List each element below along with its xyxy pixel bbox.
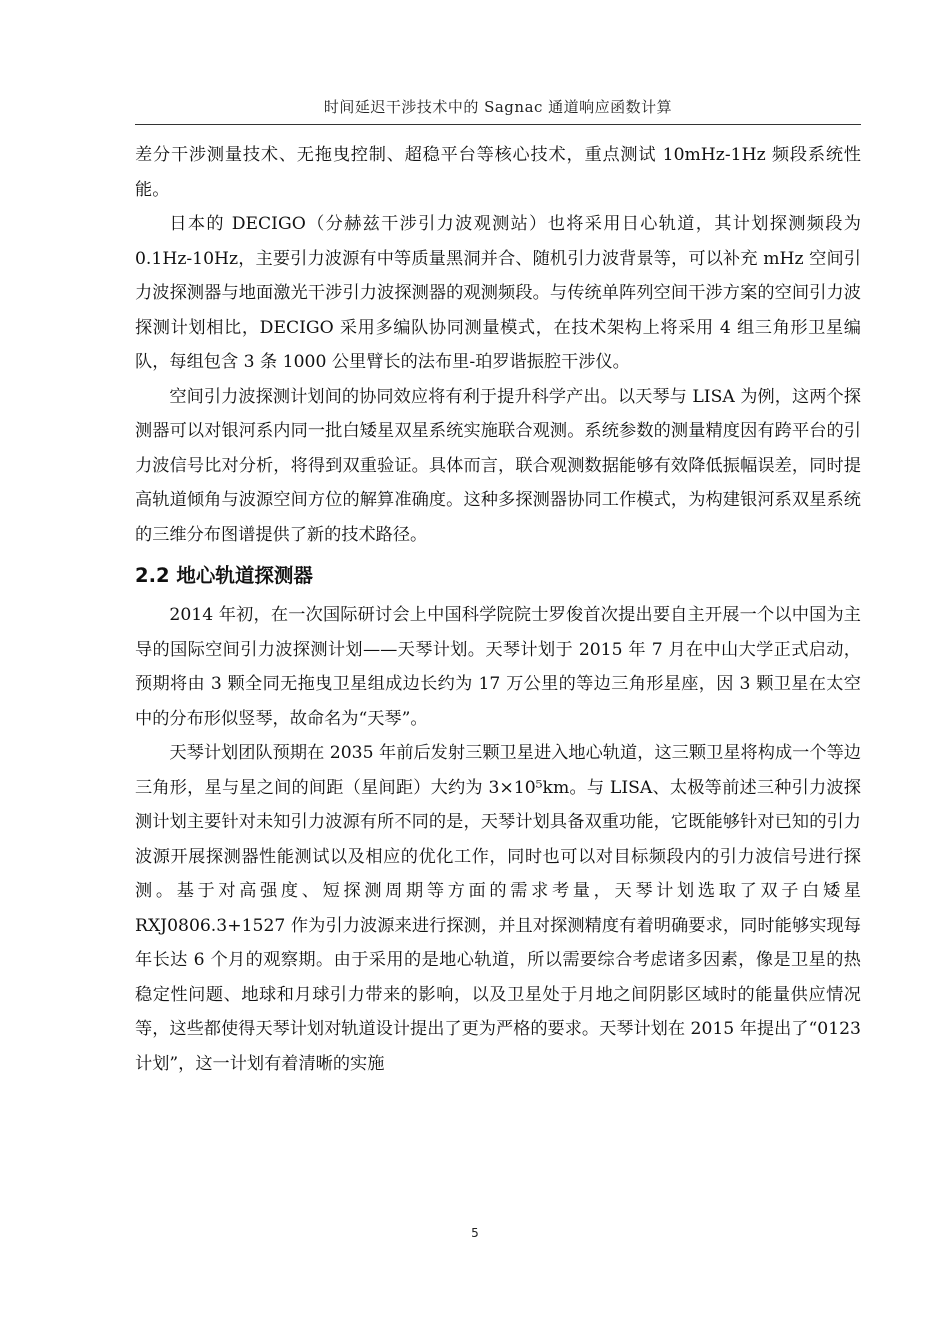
page-header: 时间延迟干涉技术中的 Sagnac 通道响应函数计算: [323, 98, 673, 116]
paragraph-decigo: 日本的 DECIGO（分赫兹干涉引力波观测站）也将采用日心轨道，其计划探测频段为 0.1Hz-10Hz，主要引力波源有中等质量黑洞并合、随机引力波背景等，可以补充 mHz 空间引力波探测器与地面激光干涉引力波探测器的观测频段。与传统单阵列空间干涉方案的空间引力波探测计划相比，DECIGO 采用多编队协同测量模式，在技术架构上将采用 4 组三角形卫星编队，每组包含 3 条 1000 公里臂长的法布里-珀罗谐振腔干涉仪。: [135, 214, 861, 372]
header-divider: [135, 124, 861, 125]
paragraph-continuation: 差分干涉测量技术、无拖曳控制、超稳平台等核心技术，重点测试 10mHz-1Hz 频段系统性能。: [135, 145, 861, 200]
paragraph-tianqin-plan: 天琴计划团队预期在 2035 年前后发射三颗卫星进入地心轨道，这三颗卫星将构成一个等边三角形，星与星之间的间距（星间距）大约为 3×10⁵km。与 LISA、太极等前述三种引力波探测计划主要针对未知引力波源有所不同的是，天琴计划具备双重功能，它既能够针对已知的引力波源开展探测器性能测试以及相应的优化工作，同时也可以对目标频段内的引力波信号进行探测。基于对高强度、短探测周期等方面的需求考量，天琴计划选取了双子白矮星 RXJ0806.3+1527 作为引力波源来进行探测，并且对探测精度有着明确要求，同时能够实现每年长达 6 个月的观察期。由于采用的是地心轨道，所以需要综合考虑诸多因素，像是卫星的热稳定性问题、地球和月球引力带来的影响，以及卫星处于月地之间阴影区域时的能量供应情况等，这些都使得天琴计划对轨道设计提出了更为严格的要求。天琴计划在 2015 年提出了“0123 计划”，这一计划有着清晰的实施: [135, 743, 861, 1074]
paragraph-synergy: 空间引力波探测计划间的协同效应将有利于提升科学产出。以天琴与 LISA 为例，这两个探测器可以对银河系内同一批白矮星双星系统实施联合观测。系统参数的测量精度因有跨平台的引力波信号比对分析，将得到双重验证。具体而言，联合观测数据能够有效降低振幅误差，同时提高轨道倾角与波源空间方位的解算准确度。这种多探测器协同工作模式，为构建银河系双星系统的三维分布图谱提供了新的技术路径。: [135, 386, 861, 545]
page-number: 5: [471, 1226, 479, 1240]
document-body: [135, 138, 861, 1081]
section-heading: 2.2 地心轨道探测器: [135, 564, 313, 587]
paragraph-tianqin-origin: 2014 年初，在一次国际研讨会上中国科学院院士罗俊首次提出要自主开展一个以中国为主导的国际空间引力波探测计划——天琴计划。天琴计划于 2015 年 7 月在中山大学正式启动，预期将由 3 颗全同无拖曳卫星组成边长约为 17 万公里的等边三角形星座，因 3 颗卫星在太空中的分布形似竖琴，故命名为“天琴”。: [135, 605, 861, 729]
